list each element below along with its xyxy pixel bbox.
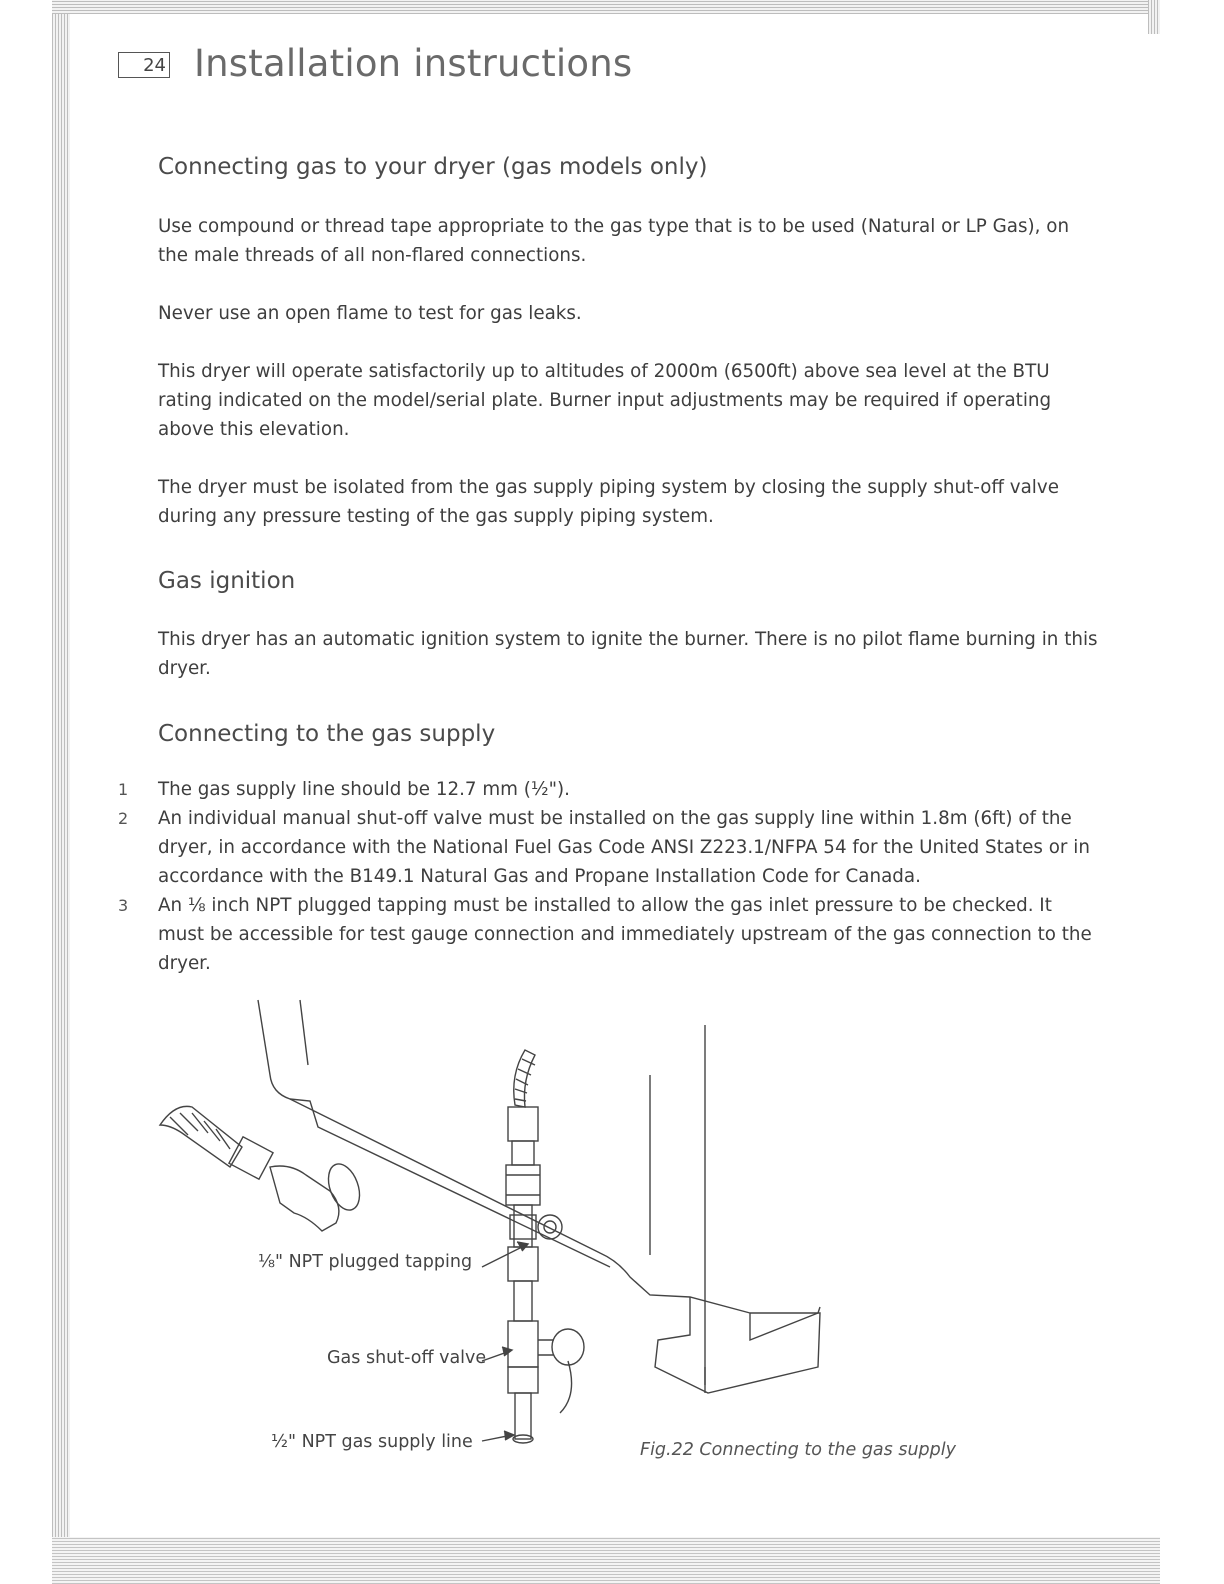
leader-tapping	[482, 1245, 526, 1267]
plugged-tapping	[538, 1215, 562, 1239]
paragraph-ignition: This dryer has an automatic ignition system to ignite the burner. There is no pilot flame burning in this dryer.	[158, 629, 1098, 679]
step-text: An ⅛ inch NPT plugged tapping must be installed to allow the gas inlet pressure to be checked. It must be accessible for test gauge connection and immediately upstream of the gas connection to the dryer.	[158, 895, 1092, 974]
pipe-nipple-upper	[512, 1141, 534, 1165]
step-text: An individual manual shut-off valve must be installed on the gas supply line within 1.8m (6ft) of the dryer, in accordance with the National Fuel Gas Code ANSI Z223.1/NFPA 54 for the United States or in accordance with the B149.1 Natural Gas and Propane Installation Code for Canada.	[158, 808, 1090, 887]
paragraph-thread-tape: Use compound or thread tape appropriate to the gas type that is to be used (Natural or LP Gas), on the male threads of all non-flared connections.	[158, 216, 1070, 266]
section-heading-gas-ignition: Gas ignition	[158, 568, 296, 594]
flex-hose-top	[514, 1050, 535, 1107]
dryer-foot-corner	[818, 1307, 820, 1313]
gas-supply-pipe	[515, 1393, 531, 1439]
plugged-tapping-plug	[544, 1221, 556, 1233]
union-detail	[506, 1175, 540, 1195]
scan-border-left	[52, 0, 70, 1584]
step-number: 1	[118, 780, 129, 799]
label-plugged-tapping: ⅛" NPT plugged tapping	[258, 1252, 473, 1272]
paragraph-isolation: The dryer must be isolated from the gas supply piping system by closing the supply shut-off valve during any pressure testing of the gas supply piping system.	[158, 477, 1059, 527]
section-heading-gas-supply: Connecting to the gas supply	[158, 721, 496, 747]
shutoff-valve-body	[508, 1321, 538, 1367]
figure-caption: Fig.22 Connecting to the gas supply	[640, 1440, 956, 1460]
scan-border-top	[52, 0, 1160, 14]
arrowhead-valve	[502, 1347, 512, 1356]
scan-border-bottom	[52, 1537, 1160, 1584]
dryer-panel-line	[300, 1000, 308, 1065]
paragraph-open-flame: Never use an open flame to test for gas leaks.	[158, 303, 582, 324]
step-number: 3	[118, 896, 129, 915]
hex-fitting-lower	[508, 1367, 538, 1393]
step-text: The gas supply line should be 12.7 mm (½").	[158, 779, 570, 800]
page-title: Installation instructions	[194, 42, 633, 85]
flex-hose-left	[160, 1106, 242, 1167]
scan-border-right	[1148, 0, 1160, 34]
label-shutoff-valve: Gas shut-off valve	[327, 1348, 487, 1368]
union-fitting	[506, 1165, 540, 1205]
shutoff-valve-handle	[552, 1329, 584, 1365]
step-number: 2	[118, 809, 129, 828]
dryer-foot	[655, 1297, 820, 1393]
pipe-middle	[514, 1281, 532, 1321]
section-heading-connecting-gas: Connecting gas to your dryer (gas models only)	[158, 154, 708, 180]
page-number: 24	[118, 52, 170, 78]
hex-fitting-upper	[508, 1107, 538, 1141]
dryer-base-ledge	[290, 1099, 610, 1267]
gas-connection-illustration	[130, 995, 850, 1495]
paragraph-altitude: This dryer will operate satisfactorily up to altitudes of 2000m (6500ft) above sea level at the BTU rating indicated on the model/serial plate. Burner input adjustments may be required if operating above this elevation.	[158, 361, 1052, 440]
label-gas-supply-line: ½" NPT gas supply line	[271, 1432, 473, 1452]
shutoff-valve-lever	[560, 1361, 572, 1413]
elbow-outlet	[323, 1160, 366, 1215]
